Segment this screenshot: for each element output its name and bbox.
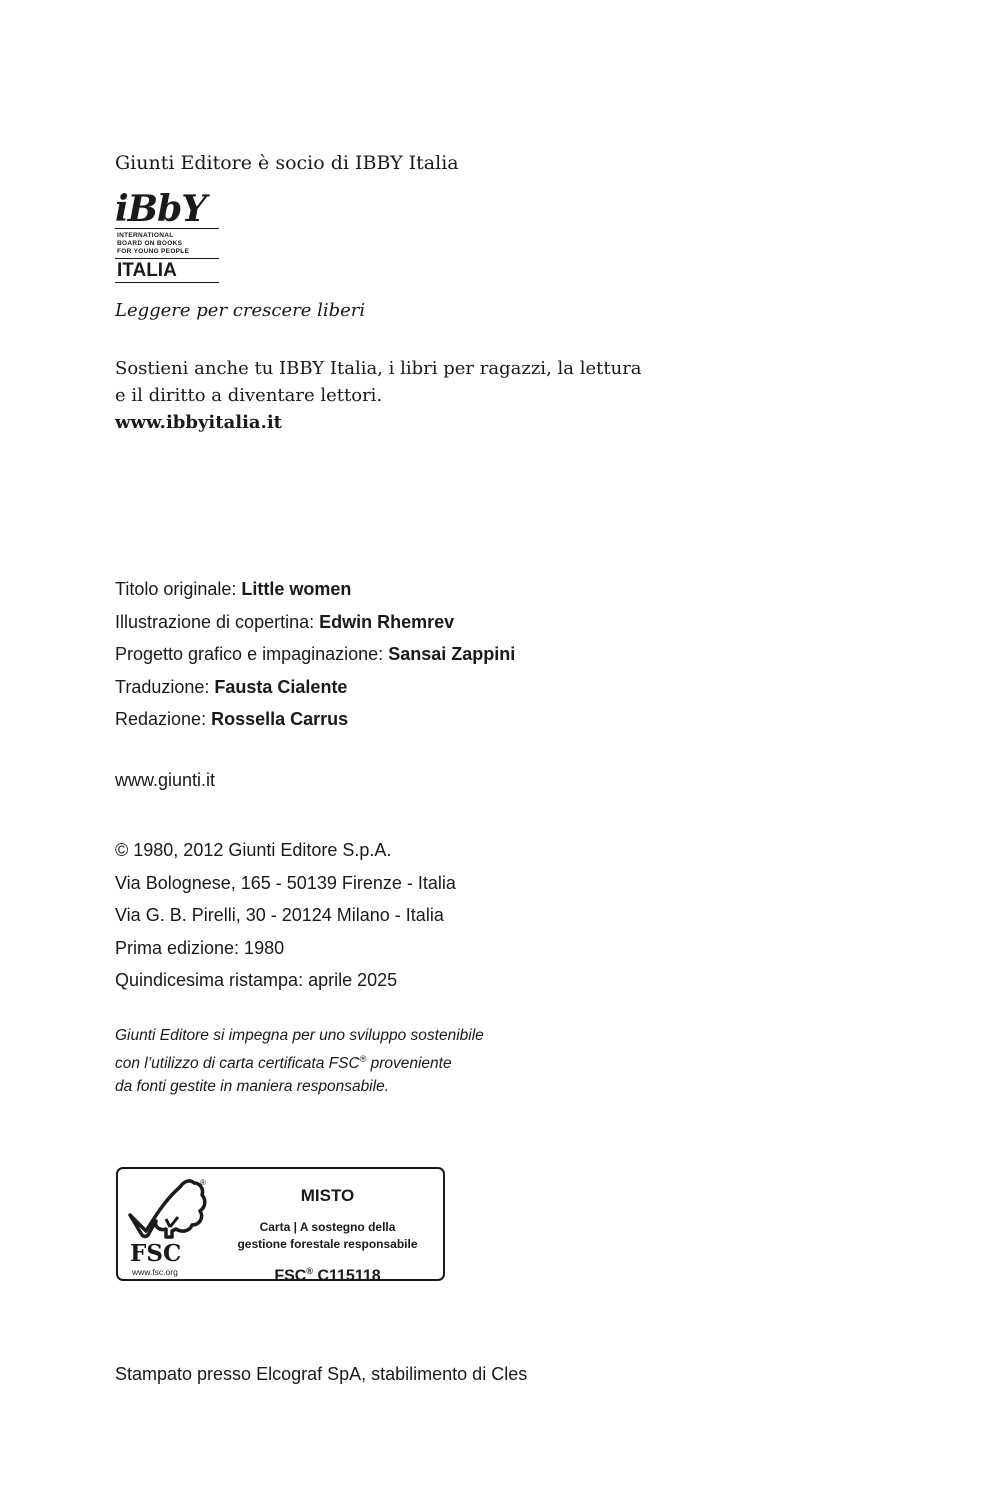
address-florence: Via Bolognese, 165 - 50139 Firenze - Italia: [115, 872, 456, 893]
fsc-code-number: C115118: [313, 1267, 381, 1285]
publisher-link[interactable]: www.giunti.it: [115, 770, 216, 790]
fsc-license-code: [216, 1261, 439, 1286]
sustainability-text: con l’utilizzo di carta certificata FSC: [115, 1054, 360, 1072]
credit-label: Progetto grafico e impaginazione:: [115, 644, 384, 664]
credit-value: Fausta Cialente: [214, 676, 348, 697]
credit-label: Redazione:: [115, 709, 207, 729]
ibby-board-line-2: BOARD ON BOOKS: [117, 240, 183, 247]
credit-graphic-design: [115, 638, 515, 671]
sustainability-line-1: Giunti Editore si impegna per uno sviluppo sostenibile: [115, 1027, 484, 1044]
reprint-info: Quindicesima ristampa: aprile 2025: [115, 970, 398, 990]
support-line-1: Sostieni anche tu IBBY Italia, i libri per ragazzi, la lettura: [115, 358, 642, 379]
fsc-label: [116, 1167, 445, 1285]
registered-mark: ®: [359, 1053, 367, 1064]
fsc-code-prefix: FSC: [274, 1267, 307, 1285]
ibby-board-text: [115, 229, 221, 258]
credit-original-title: [115, 573, 515, 606]
ibby-board-line-3: FOR YOUNG PEOPLE: [117, 248, 190, 255]
fsc-logo-text: FSC: [130, 1240, 182, 1267]
sustainability-line-2: [115, 1048, 484, 1076]
credit-label: Illustrazione di copertina:: [115, 611, 315, 632]
fsc-registered-mark: ®: [200, 1178, 206, 1187]
credit-label: Traduzione:: [115, 676, 210, 697]
credit-editing: [115, 703, 515, 736]
credits-list: [115, 573, 515, 736]
fsc-category: MISTO: [300, 1186, 355, 1205]
sustainability-text: proveniente: [366, 1054, 452, 1072]
address-milan: Via G. B. Pirelli, 30 - 20124 Milano - Italia: [115, 905, 444, 925]
credit-value: Sansai Zappini: [388, 644, 516, 664]
copyright-line: © 1980, 2012 Giunti Editore S.p.A.: [115, 840, 392, 860]
printer-info: Stampato presso Elcograf SpA, stabilimento di Cles: [115, 1364, 528, 1384]
ibby-membership-text: Giunti Editore è socio di IBBY Italia: [115, 152, 459, 174]
fsc-logo: [126, 1175, 208, 1277]
fsc-logo-url: www.fsc.org: [132, 1267, 178, 1277]
fsc-description: [216, 1219, 439, 1253]
sustainability-line-3: da fonti gestite in maniera responsabile.: [115, 1078, 389, 1096]
ibby-link[interactable]: www.ibbyitalia.it: [115, 412, 282, 433]
fsc-tree-icon: [130, 1181, 205, 1237]
credit-label: Titolo originale:: [115, 579, 237, 599]
sustainability-note: [115, 1024, 484, 1099]
ibby-board-line-1: INTERNATIONAL: [117, 232, 174, 239]
copyright-block: [115, 834, 456, 997]
logo-divider: [115, 282, 219, 283]
ibby-motto: Leggere per crescere liberi: [115, 300, 366, 321]
credit-translation: [115, 671, 515, 704]
ibby-country: ITALIA: [117, 260, 177, 281]
fsc-description-line-1: Carta | A sostegno della: [259, 1220, 396, 1234]
credit-cover-illustration: [115, 606, 515, 639]
credit-value: Edwin Rhemrev: [319, 611, 455, 632]
first-edition: Prima edizione: 1980: [115, 937, 285, 958]
support-line-2: e il diritto a diventare lettori.: [115, 385, 383, 406]
fsc-code-registered: ®: [306, 1266, 313, 1276]
ibby-support-text: [115, 355, 642, 436]
fsc-label-text: [216, 1185, 439, 1286]
credit-value: Rossella Carrus: [211, 709, 349, 729]
ibby-italia-logo: [115, 190, 221, 290]
ibby-wordmark-text: iBbY: [115, 188, 206, 230]
credit-value: Little women: [241, 579, 352, 599]
ibby-wordmark: [115, 190, 221, 228]
fsc-description-line-2: gestione forestale responsabile: [237, 1237, 418, 1251]
